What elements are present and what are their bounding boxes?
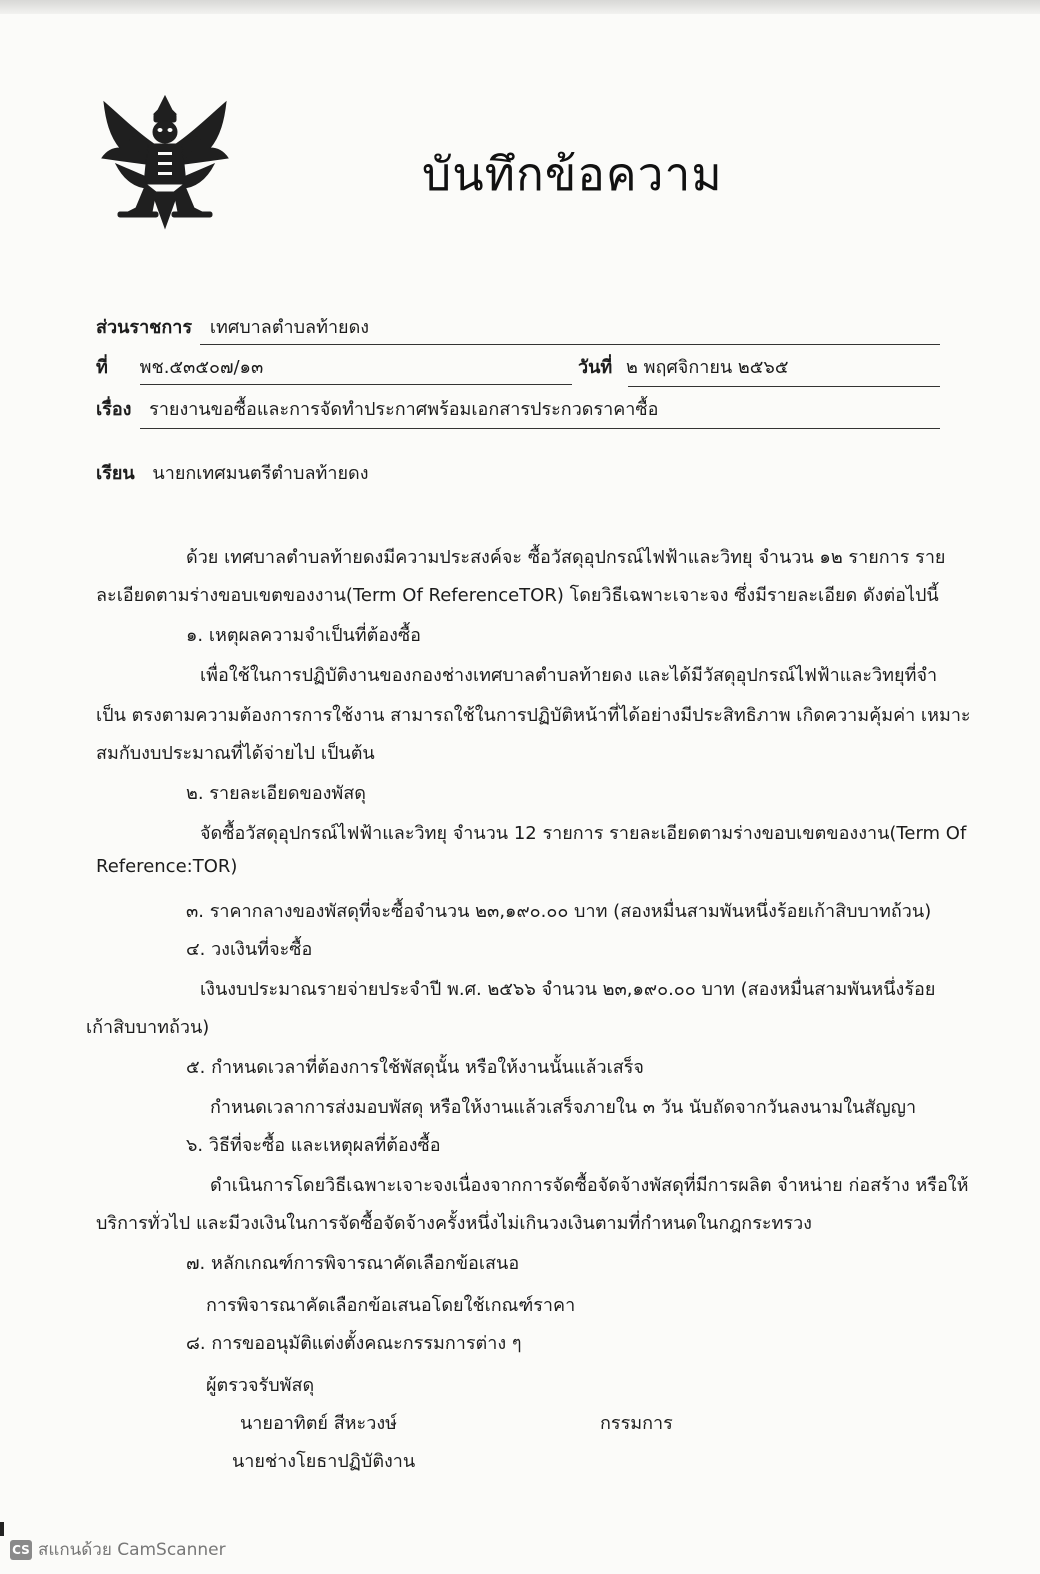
camscanner-watermark — [10, 1536, 226, 1563]
section-7-line-1: การพิจารณาคัดเลือกข้อเสนอโดยใช้เกณฑ์ราคา — [206, 1295, 576, 1316]
intro-line-2: ละเอียดตามร่างขอบเขตของงาน(Term Of ReferenceTOR) โดยวิธีเฉพาะเจาะจง ซึ่งมีรายละเอียด ดังต่อไปนี้ — [96, 585, 939, 606]
date-value: ๒ พฤศจิกายน ๒๕๖๕ — [626, 357, 789, 378]
section-1-line-2: เป็น ตรงตามความต้องการการใช้งาน สามารถใช้ในการปฏิบัติหน้าที่ได้อย่างมีประสิทธิภาพ เกิดความคุ้มค่า เหมาะ — [96, 705, 971, 726]
section-7-heading: ๗. หลักเกณฑ์การพิจารณาคัดเลือกข้อเสนอ — [186, 1253, 520, 1274]
agency-row — [96, 312, 369, 341]
subject-value: รายงานขอซื้อและการจัดทำประกาศพร้อมเอกสารประกวดราคาซื้อ — [149, 399, 659, 420]
section-6-line-1: ดำเนินการโดยวิธีเฉพาะเจาะจงเนื่องจากการจัดซื้อจัดจ้างพัสดุที่มีการผลิต จำหน่าย ก่อสร้าง หรือให้ — [210, 1175, 969, 1196]
to-value: นายกเทศมนตรีตำบลท้ายดง — [152, 463, 369, 484]
ref-value: พช.๕๓๕๐๗/๑๓ — [139, 357, 264, 378]
camscanner-text: สแกนด้วย CamScanner — [38, 1540, 226, 1560]
section-8-heading: ๘. การขออนุมัติแต่งตั้งคณะกรรมการต่าง ๆ — [186, 1333, 522, 1354]
to-label: เรียน — [96, 463, 135, 484]
section-1-heading: ๑. เหตุผลความจำเป็นที่ต้องซื้อ — [186, 625, 421, 646]
date-label: วันที่ — [578, 357, 613, 378]
section-2-heading: ๒. รายละเอียดของพัสดุ — [186, 783, 366, 804]
section-4-line-2: เก้าสิบบาทถ้วน) — [86, 1017, 210, 1038]
section-4-heading: ๔. วงเงินที่จะซื้อ — [186, 939, 313, 960]
section-4-line-1: เงินงบประมาณรายจ่ายประจำปี พ.ศ. ๒๕๖๖ จำนวน ๒๓,๑๙๐.๐๐ บาท (สองหมื่นสามพันหนึ่งร้อย — [200, 979, 936, 1000]
section-8-line-1: ผู้ตรวจรับพัสดุ — [206, 1375, 315, 1396]
camscanner-logo-icon: CS — [10, 1540, 32, 1560]
inspector-name: นายอาทิตย์ สีหะวงษ์ — [240, 1413, 397, 1434]
to-row — [96, 458, 369, 487]
ref-label: ที่ — [96, 357, 108, 378]
section-6-heading: ๖. วิธีที่จะซื้อ และเหตุผลที่ต้องซื้อ — [186, 1135, 441, 1156]
inspector-role: กรรมการ — [600, 1413, 673, 1434]
inspector-position: นายช่างโยธาปฏิบัติงาน — [232, 1451, 416, 1472]
section-2-line-2: Reference:TOR) — [96, 856, 238, 877]
memo-title: บันทึกข้อความ — [422, 147, 723, 201]
ref-row — [96, 352, 263, 381]
section-5-heading: ๕. กำหนดเวลาที่ต้องการใช้พัสดุนั้น หรือให้งานนั้นแล้วเสร็จ — [186, 1057, 644, 1078]
section-6-line-2: บริการทั่วไป และมีวงเงินในการจัดซื้อจัดจ้างครั้งหนึ่งไม่เกินวงเงินตามที่กำหนดในกฎกระทรวง — [96, 1213, 812, 1234]
scan-edge-mark — [0, 1522, 4, 1536]
garuda-emblem-icon — [96, 92, 234, 232]
section-5-line-1: กำหนดเวลาการส่งมอบพัสดุ หรือให้งานแล้วเสร็จภายใน ๓ วัน นับถัดจากวันลงนามในสัญญา — [210, 1097, 917, 1118]
agency-value: เทศบาลตำบลท้ายดง — [209, 317, 370, 338]
section-1-line-1: เพื่อใช้ในการปฏิบัติงานของกองช่างเทศบาลตำบลท้ายดง และได้มีวัสดุอุปกรณ์ไฟฟ้าและวิทยุที่จำ — [200, 665, 938, 686]
date-row — [578, 352, 788, 381]
section-3-heading: ๓. ราคากลางของพัสดุที่จะซื้อจำนวน ๒๓,๑๙๐.๐๐ บาท (สองหมื่นสามพันหนึ่งร้อยเก้าสิบบาทถ้วน) — [186, 901, 932, 922]
subject-underline — [140, 428, 940, 429]
agency-label: ส่วนราชการ — [96, 317, 193, 338]
scan-top-band — [0, 0, 1040, 14]
intro-line-1: ด้วย เทศบาลตำบลท้ายดงมีความประสงค์จะ ซื้อวัสดุอุปกรณ์ไฟฟ้าและวิทยุ จำนวน ๑๒ รายการ ราย — [186, 547, 946, 568]
date-underline — [628, 386, 940, 387]
section-2-line-1: จัดซื้อวัสดุอุปกรณ์ไฟฟ้าและวิทยุ จำนวน 12 รายการ รายละเอียดตามร่างขอบเขตของงาน(Term Of — [200, 823, 967, 844]
section-1-line-3: สมกับงบประมาณที่ได้จ่ายไป เป็นต้น — [96, 743, 375, 764]
agency-underline — [200, 344, 940, 345]
subject-label: เรื่อง — [96, 399, 132, 420]
ref-underline — [140, 384, 572, 385]
subject-row — [96, 394, 658, 423]
